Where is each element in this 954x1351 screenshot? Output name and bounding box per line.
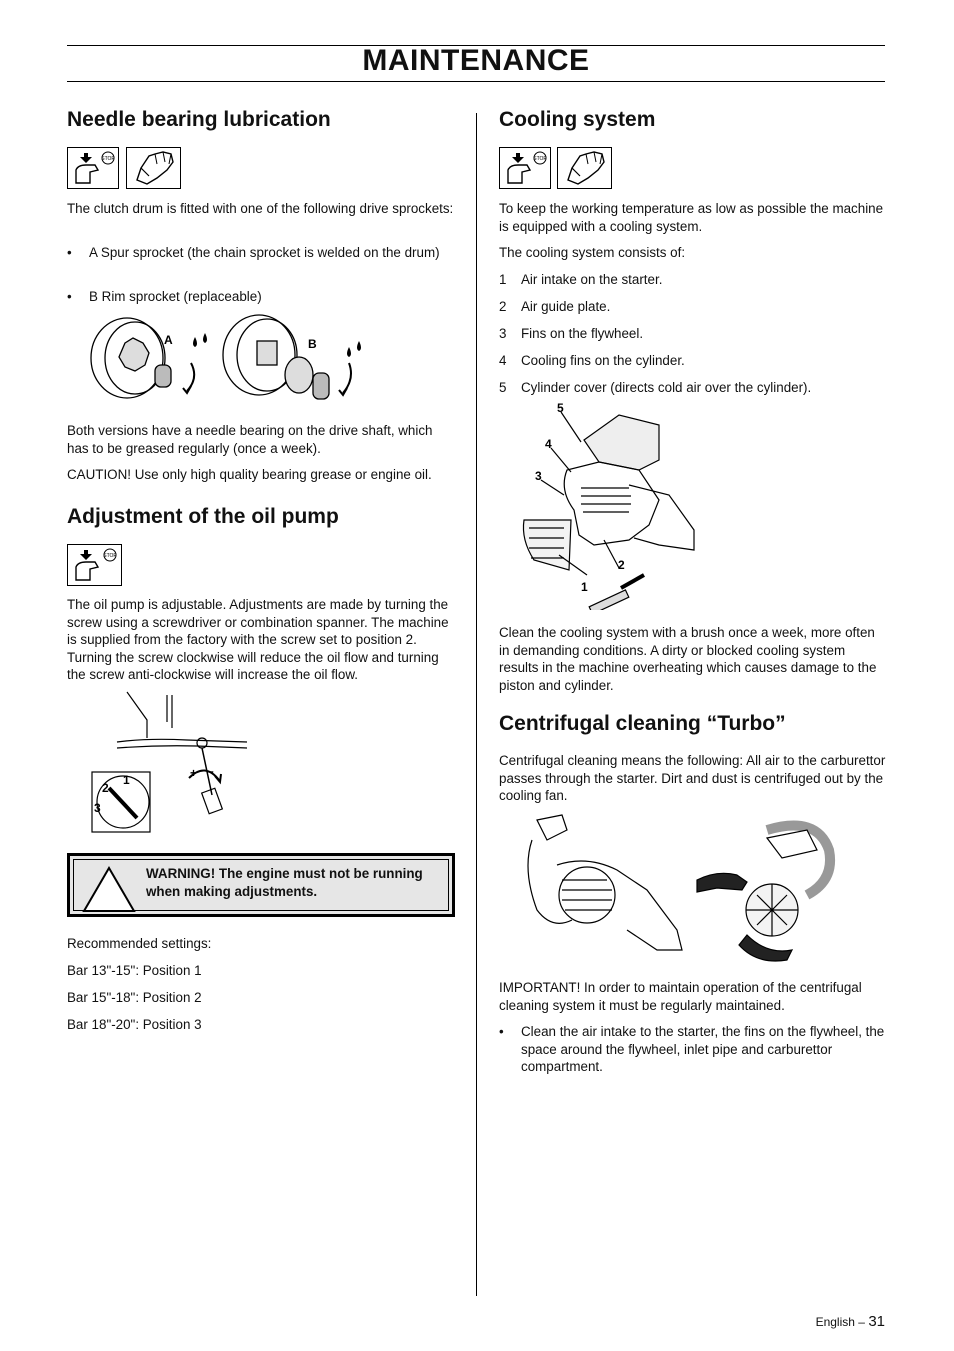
- stop-engine-icon: [499, 147, 551, 189]
- footer-language: English: [815, 1315, 855, 1329]
- oil-pos-3: 3: [94, 801, 101, 815]
- oil-pump-heading: Adjustment of the oil pump: [67, 505, 339, 528]
- figure-label-b: B: [308, 337, 317, 351]
- cooling-label-1: 1: [581, 580, 588, 594]
- turbo-para-1: Centrifugal cleaning means the following: All air to the carburettor passes through the starter. Dirt and dust is centrifuged out by the cooling fan.: [499, 753, 886, 803]
- cooling-label-4: 4: [545, 437, 552, 451]
- setting-item: Bar 18"-20": Position 3: [67, 1017, 202, 1032]
- page-number: 31: [868, 1313, 885, 1330]
- sprocket-illustration: [87, 313, 387, 413]
- warning-triangle-icon: [80, 863, 138, 915]
- protective-glove-icon: [557, 147, 612, 189]
- cooling-para-2: The cooling system consists of:: [499, 245, 686, 260]
- oil-pos-1: 1: [123, 773, 130, 787]
- needle-bearing-heading: Needle bearing lubrication: [67, 108, 331, 131]
- footer-separator: –: [858, 1315, 865, 1329]
- page-title: MAINTENANCE: [362, 44, 590, 77]
- cooling-label-2: 2: [618, 558, 625, 572]
- warning-box: [67, 853, 455, 917]
- header-rule-bottom: [67, 81, 885, 82]
- settings-title: Recommended settings:: [67, 936, 212, 951]
- setting-item: Bar 13"-15": Position 1: [67, 963, 202, 978]
- oil-plus-label: +: [190, 766, 198, 780]
- needle-caution: CAUTION! Use only high quality bearing grease or engine oil.: [67, 467, 432, 482]
- svg-text:STOP: STOP: [103, 553, 117, 559]
- svg-text:STOP: STOP: [101, 156, 115, 162]
- cooling-para-3: Clean the cooling system with a brush once a week, more often in demanding conditions. A dirty or blocked cooling system results in the machine overheating which causes damage to the piston and cylinder.: [499, 625, 877, 693]
- svg-text:STOP: STOP: [533, 156, 547, 162]
- oil-pos-2: 2: [102, 781, 109, 795]
- needle-para-1: Both versions have a needle bearing on the drive shaft, which has to be greased regularly (once a week).: [67, 423, 433, 456]
- stop-engine-icon: [67, 544, 122, 586]
- column-divider: [476, 113, 477, 1296]
- oil-pump-para: The oil pump is adjustable. Adjustments are made by turning the screw using a screwdriver or combination spanner. The machine is supplied from the factory with the screw set to position 2. Turning the screw clockwise will reduce the oil flow and turning the screw anti-clockwise will increase the oil flow.: [67, 597, 449, 682]
- cooling-label-5: 5: [557, 401, 564, 415]
- cooling-system-illustration: [519, 400, 699, 610]
- turbo-heading: Centrifugal cleaning “Turbo”: [499, 712, 786, 735]
- cooling-heading: Cooling system: [499, 108, 656, 131]
- turbo-illustration: [517, 810, 837, 965]
- needle-intro: The clutch drum is fitted with one of the following drive sprockets:: [67, 201, 454, 216]
- oil-pump-illustration: [87, 690, 287, 835]
- protective-glove-icon: [126, 147, 181, 189]
- oil-minus-label: –: [207, 764, 214, 778]
- warning-text: WARNING! The engine must not be running when making adjustments.: [146, 866, 423, 899]
- figure-label-a: A: [164, 333, 173, 347]
- cooling-label-3: 3: [535, 469, 542, 483]
- turbo-para-2: IMPORTANT! In order to maintain operation of the centrifugal cleaning system it must be regularly maintained.: [499, 980, 862, 1013]
- page-footer: [816, 1313, 885, 1330]
- setting-item: Bar 15"-18": Position 2: [67, 990, 202, 1005]
- stop-engine-icon: [67, 147, 119, 189]
- cooling-para-1: To keep the working temperature as low as possible the machine is equipped with a cooling system.: [499, 201, 884, 234]
